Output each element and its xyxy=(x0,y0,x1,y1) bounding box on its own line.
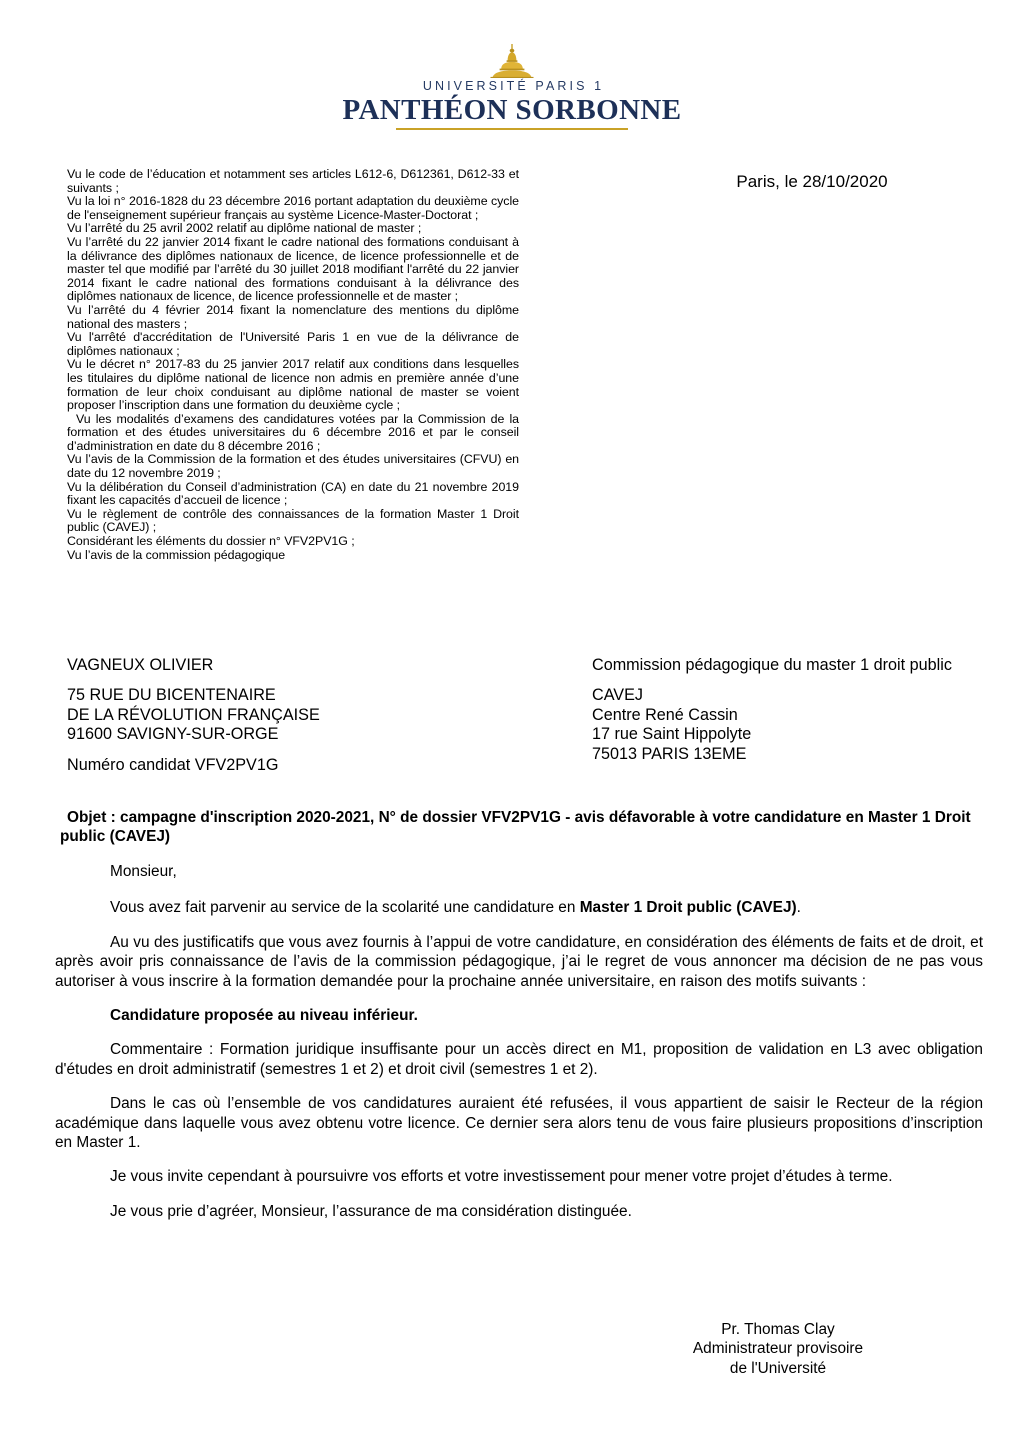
recipient-address-block xyxy=(67,656,397,775)
paragraph-closing: Je vous prie d’agréer, Monsieur, l’assurance de ma considération distinguée. xyxy=(110,1202,632,1220)
sender-address-line: Centre René Cassin xyxy=(592,705,738,724)
sender-address-line: CAVEJ xyxy=(592,686,643,705)
paragraph-candidature xyxy=(55,898,983,917)
pantheon-dome-icon xyxy=(490,44,534,78)
paragraph-comment: Commentaire : Formation juridique insuffisante pour un accès direct en M1, proposition de validation en L3 avec obligation d'études en droit administratif (semestres 1 et 2) et droit civil (semestres 1 et 2). xyxy=(55,1041,983,1078)
sender-address-line: 75013 PARIS 13EME xyxy=(592,744,747,763)
preamble-item: Vu l’arrêté du 4 février 2014 fixant la nomenclature des mentions du diplôme national des masters ; xyxy=(67,302,519,331)
logo-name-line: PANTHÉON SORBONNE xyxy=(342,93,682,126)
recipient-address-line: 75 RUE DU BICENTENAIRE xyxy=(67,686,276,705)
preamble-item: Vu le code de l’éducation et notamment ses articles L612-6, D612361, D612-33 et suivants ; xyxy=(67,167,519,195)
date-line: Paris, le 28/10/2020 xyxy=(736,172,888,191)
paragraph-recteur: Dans le cas où l’ensemble de vos candidatures auraient été refusées, il vous appartient de saisir le Recteur de la région académique dans laquelle vous avez obtenu votre licence. Ce dernier sera alors tenu de vous faire plusieurs propositions d’inscription en Master 1. xyxy=(55,1095,983,1152)
recipient-address-line: DE LA RÉVOLUTION FRANÇAISE xyxy=(67,705,320,724)
signature-block xyxy=(592,1320,964,1378)
preamble-item: Vu les modalités d’examens des candidatures votées par la Commission de la formation et des études universitaires du 6 décembre 2016 et par le conseil d’administration en date du 8 décembre 2016 ; xyxy=(67,411,519,453)
salutation: Monsieur, xyxy=(110,863,177,880)
recipient-name: VAGNEUX OLIVIER xyxy=(67,656,214,674)
letter-body xyxy=(55,862,983,1236)
candidature-suffix: . xyxy=(796,899,801,917)
spacer xyxy=(67,745,397,756)
university-logo xyxy=(0,44,1024,130)
sender-commission: Commission pédagogique du master 1 droit public xyxy=(592,656,952,674)
signatory-title: Administrateur provisoire xyxy=(692,1340,864,1358)
candidate-number: Numéro candidat VFV2PV1G xyxy=(67,755,279,774)
preamble-item: Vu le décret n° 2017-83 du 25 janvier 2017 relatif aux conditions dans lesquelles les titulaires du diplôme national de licence non admis en première année d’une formation de leur choix conduisant au diplôme national de master se voient proposer l’inscription dans une formation du deuxième cycle ; xyxy=(67,357,519,413)
preamble-item: Vu l’arrêté du 25 avril 2002 relatif au diplôme national de master ; xyxy=(67,221,422,236)
paragraph-decision: Au vu des justificatifs que vous avez fournis à l’appui de votre candidature, en considération des éléments de faits et de droit, et après avoir pris connaissance de l’avis de la commission pédagogique, j’ai le regret de vous annoncer ma décision de ne pas vous autoriser à vous inscrire à la formation demandée pour la prochaine année universitaire, en raison des motifs suivants : xyxy=(55,933,983,990)
recipient-address-line: 91600 SAVIGNY-SUR-ORGE xyxy=(67,725,279,744)
spacer xyxy=(67,675,397,686)
preamble-item: Vu la loi n° 2016-1828 du 23 décembre 2016 portant adaptation du deuxième cycle de l'enseignement supérieur français au système Licence-Master-Doctorat ; xyxy=(67,194,519,222)
rejection-reason: Candidature proposée au niveau inférieur. xyxy=(110,1007,418,1025)
sender-address-line: 17 rue Saint Hippolyte xyxy=(592,725,752,744)
subject-line: Objet : campagne d'inscription 2020-2021, N° de dossier VFV2PV1G - avis défavorable à votre candidature en Master 1 Droit public (CAVEJ) xyxy=(60,809,971,845)
sender-address-block xyxy=(592,656,964,764)
legal-preamble xyxy=(67,168,519,562)
signatory-org: de l'Université xyxy=(729,1359,827,1377)
spacer xyxy=(592,675,964,686)
logo-university-line: UNIVERSITÉ PARIS 1 xyxy=(422,79,605,93)
preamble-item: Vu l’avis de la commission pédagogique xyxy=(67,547,286,562)
candidature-program: Master 1 Droit public (CAVEJ) xyxy=(579,899,797,917)
paragraph-encouragement: Je vous invite cependant à poursuivre vos efforts et votre investissement pour mener votre projet d’études à terme. xyxy=(110,1168,893,1186)
preamble-item: Vu l'arrêté d'accréditation de l'Université Paris 1 en vue de la délivrance de diplômes nationaux ; xyxy=(67,330,519,358)
preamble-item: Vu la délibération du Conseil d’administration (CA) en date du 21 novembre 2019 fixant les capacités d’accueil de licence ; xyxy=(67,479,519,508)
preamble-item: Vu le règlement de contrôle des connaissances de la formation Master 1 Droit public (CAVEJ) ; xyxy=(67,506,519,535)
preamble-item: Considérant les éléments du dossier n° VFV2PV1G ; xyxy=(67,534,355,549)
candidature-prefix: Vous avez fait parvenir au service de la scolarité une candidature en xyxy=(110,899,580,917)
preamble-item: Vu l’avis de la Commission de la formation et des études universitaires (CFVU) en date du 12 novembre 2019 ; xyxy=(67,452,519,481)
logo-gold-rule xyxy=(396,128,628,130)
preamble-item: Vu l’arrêté du 22 janvier 2014 fixant le cadre national des formations conduisant à la délivrance des diplômes nationaux de licence, de licence professionnelle et de master tel que modifié par l’arrêté du 30 juillet 2018 modifiant l'arrêté du 22 janvier 2014 fixant le cadre national des formations conduisant à la délivrance des diplômes nationaux de licence, de licence professionnelle et de master ; xyxy=(67,234,519,304)
signatory-name: Pr. Thomas Clay xyxy=(721,1321,835,1338)
